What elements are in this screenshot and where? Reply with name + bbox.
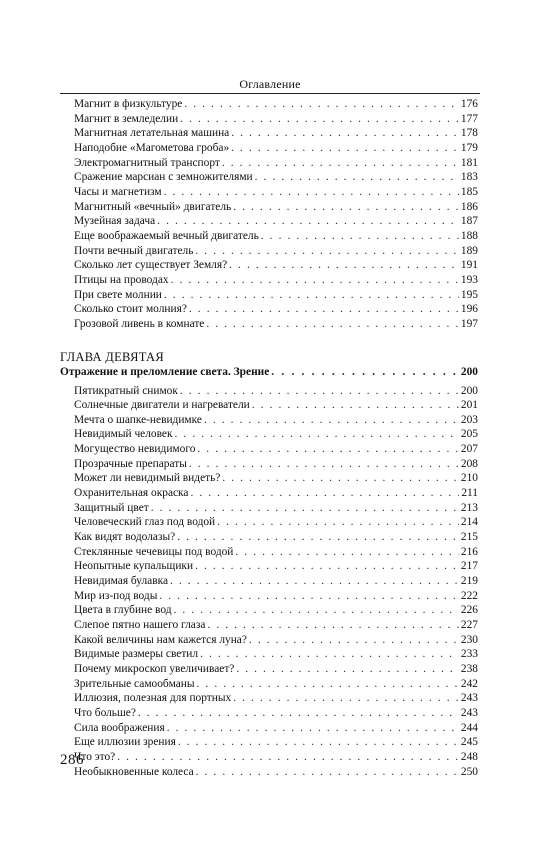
toc-entry-page: 207 bbox=[460, 443, 478, 456]
dot-leader bbox=[184, 97, 459, 112]
toc-entry-title: Слепое пятно нашего глаза bbox=[74, 619, 206, 631]
toc-entry-page: 215 bbox=[460, 531, 478, 544]
toc-entry-page: 185 bbox=[460, 185, 478, 198]
toc-entry-title: Что больше? bbox=[74, 706, 136, 719]
toc-entry[interactable] bbox=[60, 633, 480, 648]
toc-entry-page: 230 bbox=[460, 633, 478, 646]
toc-entry-page: 248 bbox=[460, 750, 478, 763]
toc-entry-title: Электромагнитный транспорт bbox=[74, 156, 220, 169]
dot-leader bbox=[180, 112, 459, 127]
dot-leader bbox=[261, 229, 459, 244]
dot-leader bbox=[271, 365, 459, 380]
toc-entry[interactable] bbox=[60, 721, 480, 736]
toc-entry-page: 205 bbox=[460, 428, 478, 441]
toc-entry-title: Как видят водолазы? bbox=[74, 531, 176, 544]
dot-leader bbox=[178, 735, 459, 750]
toc-entry[interactable] bbox=[60, 457, 480, 472]
toc-entry-page: 177 bbox=[460, 112, 478, 125]
toc-entry[interactable] bbox=[60, 559, 480, 574]
toc-entry-page: 187 bbox=[460, 215, 478, 228]
toc-entry-page: 178 bbox=[460, 127, 478, 140]
toc-entry-title: При свете молнии bbox=[74, 288, 162, 301]
toc-entry-title: Наподобие «Магометова гроба» bbox=[74, 141, 230, 154]
toc-entry[interactable] bbox=[60, 200, 480, 215]
toc-entry-page: 191 bbox=[460, 259, 478, 272]
dot-leader bbox=[197, 677, 459, 692]
toc-entry[interactable] bbox=[60, 618, 480, 633]
header-rule bbox=[60, 93, 480, 94]
toc-entry-page: 186 bbox=[460, 200, 478, 213]
toc-entry-page: 179 bbox=[460, 141, 478, 154]
toc-entry-title: Защитный цвет bbox=[74, 501, 149, 514]
toc-entry[interactable] bbox=[60, 765, 480, 780]
toc-entry-title: Иллюзия, полезная для портных bbox=[74, 692, 232, 705]
dot-leader bbox=[195, 559, 459, 574]
dot-leader bbox=[174, 603, 459, 618]
dot-leader bbox=[189, 457, 459, 472]
toc-entry[interactable] bbox=[60, 273, 480, 288]
chapter-entries-list bbox=[60, 384, 480, 780]
dot-leader bbox=[117, 750, 459, 765]
toc-entry-title: Почему микроскоп увеличивает? bbox=[74, 662, 235, 675]
toc-entry-title: Зрительные самообманы bbox=[74, 677, 195, 690]
toc-entry-title: Охранительная окраска bbox=[74, 487, 189, 500]
toc-entry[interactable] bbox=[60, 97, 480, 112]
toc-entry-title: Грозовой ливень в комнате bbox=[74, 317, 205, 330]
toc-entry-title: Солнечные двигатели и нагреватели bbox=[74, 399, 250, 412]
toc-entry[interactable] bbox=[60, 384, 480, 399]
dot-leader bbox=[217, 515, 459, 530]
toc-entry[interactable] bbox=[60, 112, 480, 127]
dot-leader bbox=[222, 471, 459, 486]
toc-entry-page: 176 bbox=[460, 98, 478, 110]
dot-leader bbox=[189, 302, 459, 317]
dot-leader bbox=[195, 244, 459, 259]
toc-entry[interactable] bbox=[60, 750, 480, 765]
dot-leader bbox=[231, 141, 459, 156]
toc-entry-title: Магнит в физкультуре bbox=[74, 98, 183, 110]
toc-entry-page: 210 bbox=[460, 472, 478, 485]
toc-entry-title: Что это? bbox=[74, 750, 116, 763]
chapter-title: ГЛАВА ДЕВЯТАЯ bbox=[60, 349, 164, 364]
toc-entry-page: 196 bbox=[460, 303, 478, 316]
dot-leader bbox=[171, 273, 459, 288]
dot-leader bbox=[177, 530, 459, 545]
toc-entry[interactable] bbox=[60, 398, 480, 413]
toc-entry[interactable] bbox=[60, 677, 480, 692]
toc-entry[interactable] bbox=[60, 302, 480, 317]
toc-entry[interactable] bbox=[60, 258, 480, 273]
toc-entry-title: Мир из-под воды bbox=[74, 589, 158, 602]
dot-leader bbox=[236, 662, 459, 677]
toc-entry-title: Сражение марсиан с земножителями bbox=[74, 171, 253, 184]
continued-entries-list bbox=[60, 97, 480, 332]
toc-entry-title: Невидимый человек bbox=[74, 428, 173, 441]
toc-entry-page: 250 bbox=[460, 765, 478, 778]
dot-leader bbox=[164, 288, 459, 303]
dot-leader bbox=[235, 545, 459, 560]
toc-entry[interactable] bbox=[60, 126, 480, 141]
toc-entry-title: Еще иллюзии зрения bbox=[74, 736, 176, 749]
toc-entry-page: 181 bbox=[460, 156, 478, 169]
toc-entry-title: Еще воображаемый вечный двигатель bbox=[74, 229, 259, 242]
dot-leader bbox=[222, 156, 459, 171]
toc-entry[interactable] bbox=[60, 647, 480, 662]
toc-entry-page: 211 bbox=[461, 487, 478, 500]
toc-entry-page: 208 bbox=[460, 457, 478, 470]
dot-leader bbox=[255, 170, 459, 185]
dot-leader bbox=[175, 427, 459, 442]
dot-leader bbox=[159, 589, 459, 604]
toc-entry-page: 219 bbox=[460, 575, 478, 588]
toc-entry-title: Магнитная летательная машина bbox=[74, 127, 230, 140]
toc-entry[interactable] bbox=[60, 156, 480, 171]
toc-entry-title: Птицы на проводах bbox=[74, 273, 169, 286]
toc-entry-page: 217 bbox=[460, 560, 478, 573]
dot-leader bbox=[233, 691, 459, 706]
toc-entry[interactable] bbox=[60, 691, 480, 706]
toc-entry-page: 222 bbox=[460, 589, 478, 602]
toc-entry-page: 243 bbox=[460, 692, 478, 705]
toc-entry[interactable] bbox=[60, 244, 480, 259]
toc-entry[interactable] bbox=[60, 413, 480, 428]
toc-entry-title: Почти вечный двигатель bbox=[74, 244, 194, 257]
dot-leader bbox=[229, 258, 459, 273]
toc-entry[interactable] bbox=[60, 471, 480, 486]
toc-entry[interactable] bbox=[60, 515, 480, 530]
toc-entry-page: 197 bbox=[460, 317, 478, 330]
toc-entry-page: 213 bbox=[460, 501, 478, 514]
toc-entry-title: Стеклянные чечевицы под водой bbox=[74, 545, 234, 558]
toc-entry-title: Цвета в глубине вод bbox=[74, 604, 172, 617]
toc-entry[interactable] bbox=[60, 317, 480, 332]
toc-entry-title: Магнитный «вечный» двигатель bbox=[74, 200, 232, 213]
toc-entry[interactable] bbox=[60, 589, 480, 604]
toc-entry-title: Могущество невидимого bbox=[74, 443, 196, 456]
toc-entry-title: Неопытные купальщики bbox=[74, 560, 194, 573]
toc-entry-page: 189 bbox=[460, 244, 478, 257]
dot-leader bbox=[197, 442, 459, 457]
toc-entry-page: 188 bbox=[460, 229, 478, 242]
running-head: Оглавление bbox=[239, 77, 301, 91]
toc-entry-page: 193 bbox=[460, 273, 478, 286]
toc-entry[interactable] bbox=[60, 574, 480, 589]
dot-leader bbox=[180, 384, 459, 399]
toc-entry[interactable] bbox=[60, 530, 480, 545]
toc-entry[interactable] bbox=[60, 427, 480, 442]
toc-entry-page: 201 bbox=[460, 399, 478, 412]
toc-entry-title: Какой величины нам кажется луна? bbox=[74, 633, 247, 646]
toc-entry[interactable] bbox=[60, 501, 480, 516]
toc-entry-title: Прозрачные препараты bbox=[74, 457, 187, 470]
toc-entry-title: Мечта о шапке-невидимке bbox=[74, 413, 202, 426]
toc-entry-page: 200 bbox=[460, 384, 478, 397]
toc-entry-title: Необыкновенные колеса bbox=[74, 765, 194, 778]
toc-entry-page: 238 bbox=[460, 662, 478, 675]
toc-entry[interactable] bbox=[60, 545, 480, 560]
dot-leader bbox=[164, 185, 459, 200]
toc-entry[interactable] bbox=[60, 662, 480, 677]
toc-entry-page: 242 bbox=[460, 677, 478, 690]
toc-entry-title: Музейная задача bbox=[74, 215, 156, 228]
toc-entry-page: 245 bbox=[460, 736, 478, 749]
dot-leader bbox=[252, 398, 459, 413]
toc-entry-page: 233 bbox=[460, 648, 478, 661]
dot-leader bbox=[233, 200, 459, 215]
dot-leader bbox=[157, 214, 459, 229]
toc-entry[interactable] bbox=[60, 141, 480, 156]
toc-entry-title: Невидимая булавка bbox=[74, 575, 169, 588]
toc-entry[interactable] bbox=[60, 706, 480, 721]
section-heading[interactable] bbox=[60, 365, 480, 380]
toc-entry[interactable] bbox=[60, 442, 480, 457]
dot-leader bbox=[206, 317, 459, 332]
toc-entry[interactable] bbox=[60, 229, 480, 244]
toc-entry[interactable] bbox=[60, 735, 480, 750]
dot-leader bbox=[170, 574, 459, 589]
toc-entry[interactable] bbox=[60, 214, 480, 229]
toc-entry-title: Сколько стоит молния? bbox=[74, 303, 187, 316]
toc-entry-title: Магнит в земледелии bbox=[74, 112, 179, 125]
toc-entry-page: 226 bbox=[460, 604, 478, 617]
dot-leader bbox=[190, 486, 459, 501]
page-number: 286 bbox=[60, 752, 84, 768]
section-heading-page: 200 bbox=[460, 365, 478, 378]
dot-leader bbox=[204, 413, 459, 428]
toc-entry-title: Человеческий глаз под водой bbox=[74, 516, 216, 529]
toc-entry-page: 203 bbox=[460, 413, 478, 426]
toc-entry-page: 244 bbox=[460, 721, 478, 734]
toc-entry-page: 243 bbox=[460, 706, 478, 719]
toc-entry[interactable] bbox=[60, 170, 480, 185]
dot-leader bbox=[207, 618, 458, 633]
toc-entry-title: Пятикратный снимок bbox=[74, 384, 178, 397]
toc-entry-title: Видимые размеры светил bbox=[74, 648, 199, 661]
toc-entry[interactable] bbox=[60, 486, 480, 501]
toc-entry-page: 214 bbox=[460, 516, 478, 529]
dot-leader bbox=[196, 765, 459, 780]
section-heading-title: Отражение и преломление света. Зрение bbox=[60, 365, 270, 378]
toc-entry[interactable] bbox=[60, 603, 480, 618]
toc-entry-page: 227 bbox=[460, 619, 478, 631]
toc-entry-title: Может ли невидимый видеть? bbox=[74, 472, 221, 485]
table-of-contents bbox=[60, 97, 480, 779]
toc-entry-page: 183 bbox=[460, 171, 478, 184]
toc-entry-title: Сила воображения bbox=[74, 721, 165, 734]
dot-leader bbox=[200, 647, 459, 662]
toc-entry-title: Часы и магнетизм bbox=[74, 185, 162, 198]
dot-leader bbox=[231, 126, 459, 141]
toc-entry-page: 216 bbox=[460, 545, 478, 558]
toc-entry-title: Сколько лет существует Земля? bbox=[74, 259, 228, 272]
dot-leader bbox=[138, 706, 459, 721]
toc-entry[interactable] bbox=[60, 288, 480, 303]
toc-entry[interactable] bbox=[60, 185, 480, 200]
dot-leader bbox=[151, 501, 459, 516]
toc-entry-page: 195 bbox=[460, 288, 478, 301]
dot-leader bbox=[167, 721, 459, 736]
dot-leader bbox=[249, 633, 459, 648]
